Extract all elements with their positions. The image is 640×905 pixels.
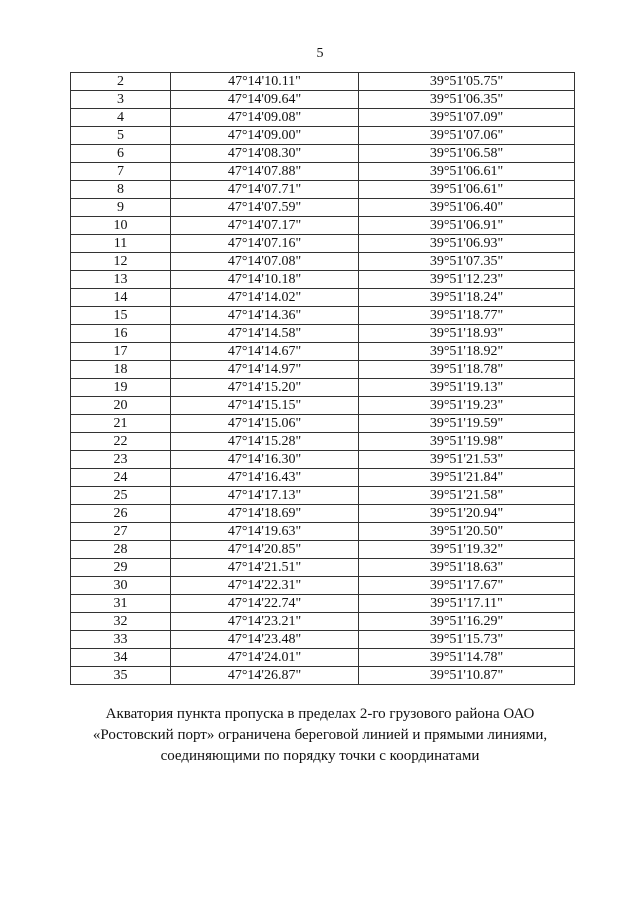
longitude-cell: 39°51'17.67" <box>359 577 575 595</box>
latitude-cell: 47°14'24.01" <box>171 649 359 667</box>
longitude-cell: 39°51'06.61" <box>359 163 575 181</box>
table-row <box>71 235 575 253</box>
latitude-cell: 47°14'20.85" <box>171 541 359 559</box>
longitude-cell: 39°51'05.75" <box>359 73 575 91</box>
longitude-cell: 39°51'21.84" <box>359 469 575 487</box>
point-number-cell: 16 <box>71 325 171 343</box>
latitude-cell: 47°14'18.69" <box>171 505 359 523</box>
point-number-cell: 8 <box>71 181 171 199</box>
point-number-cell: 32 <box>71 613 171 631</box>
table-row <box>71 199 575 217</box>
table-row <box>71 469 575 487</box>
latitude-cell: 47°14'07.71" <box>171 181 359 199</box>
point-number-cell: 13 <box>71 271 171 289</box>
longitude-cell: 39°51'18.24" <box>359 289 575 307</box>
point-number-cell: 12 <box>71 253 171 271</box>
point-number-cell: 20 <box>71 397 171 415</box>
point-number-cell: 3 <box>71 91 171 109</box>
longitude-cell: 39°51'06.91" <box>359 217 575 235</box>
latitude-cell: 47°14'14.67" <box>171 343 359 361</box>
point-number-cell: 15 <box>71 307 171 325</box>
latitude-cell: 47°14'14.02" <box>171 289 359 307</box>
longitude-cell: 39°51'19.59" <box>359 415 575 433</box>
longitude-cell: 39°51'21.58" <box>359 487 575 505</box>
longitude-cell: 39°51'06.93" <box>359 235 575 253</box>
latitude-cell: 47°14'23.48" <box>171 631 359 649</box>
point-number-cell: 7 <box>71 163 171 181</box>
point-number-cell: 2 <box>71 73 171 91</box>
longitude-cell: 39°51'18.77" <box>359 307 575 325</box>
point-number-cell: 29 <box>71 559 171 577</box>
longitude-cell: 39°51'14.78" <box>359 649 575 667</box>
table-row <box>71 289 575 307</box>
coordinates-table <box>70 72 575 685</box>
table-row <box>71 505 575 523</box>
table-row <box>71 523 575 541</box>
table-row <box>71 397 575 415</box>
latitude-cell: 47°14'16.43" <box>171 469 359 487</box>
page-number: 5 <box>316 46 324 61</box>
point-number-cell: 33 <box>71 631 171 649</box>
table-row <box>71 559 575 577</box>
table-row <box>71 253 575 271</box>
table-row <box>71 343 575 361</box>
table-row <box>71 541 575 559</box>
caption-line-2: «Ростовский порт» ограничена береговой линией и прямыми линиями, <box>92 727 548 743</box>
point-number-cell: 21 <box>71 415 171 433</box>
table-row <box>71 667 575 685</box>
point-number-cell: 14 <box>71 289 171 307</box>
table-row <box>71 181 575 199</box>
point-number-cell: 25 <box>71 487 171 505</box>
longitude-cell: 39°51'18.93" <box>359 325 575 343</box>
longitude-cell: 39°51'21.53" <box>359 451 575 469</box>
latitude-cell: 47°14'15.20" <box>171 379 359 397</box>
table-row <box>71 487 575 505</box>
latitude-cell: 47°14'15.28" <box>171 433 359 451</box>
table-row <box>71 649 575 667</box>
latitude-cell: 47°14'15.06" <box>171 415 359 433</box>
table-row <box>71 325 575 343</box>
latitude-cell: 47°14'16.30" <box>171 451 359 469</box>
latitude-cell: 47°14'14.58" <box>171 325 359 343</box>
latitude-cell: 47°14'21.51" <box>171 559 359 577</box>
latitude-cell: 47°14'14.36" <box>171 307 359 325</box>
table-row <box>71 361 575 379</box>
point-number-cell: 10 <box>71 217 171 235</box>
latitude-cell: 47°14'22.74" <box>171 595 359 613</box>
table-row <box>71 91 575 109</box>
point-number-cell: 24 <box>71 469 171 487</box>
point-number-cell: 18 <box>71 361 171 379</box>
longitude-cell: 39°51'19.23" <box>359 397 575 415</box>
longitude-cell: 39°51'06.61" <box>359 181 575 199</box>
table-row <box>71 127 575 145</box>
longitude-cell: 39°51'06.40" <box>359 199 575 217</box>
latitude-cell: 47°14'17.13" <box>171 487 359 505</box>
latitude-cell: 47°14'22.31" <box>171 577 359 595</box>
table-row <box>71 73 575 91</box>
latitude-cell: 47°14'26.87" <box>171 667 359 685</box>
point-number-cell: 26 <box>71 505 171 523</box>
point-number-cell: 22 <box>71 433 171 451</box>
latitude-cell: 47°14'10.11" <box>171 73 359 91</box>
point-number-cell: 27 <box>71 523 171 541</box>
table-row <box>71 217 575 235</box>
latitude-cell: 47°14'07.59" <box>171 199 359 217</box>
latitude-cell: 47°14'07.08" <box>171 253 359 271</box>
caption-line-1: Акватория пункта пропуска в пределах 2-го грузового района ОАО <box>105 706 535 722</box>
latitude-cell: 47°14'08.30" <box>171 145 359 163</box>
table-row <box>71 613 575 631</box>
table-row <box>71 307 575 325</box>
latitude-cell: 47°14'09.00" <box>171 127 359 145</box>
point-number-cell: 34 <box>71 649 171 667</box>
caption <box>80 704 560 767</box>
longitude-cell: 39°51'18.78" <box>359 361 575 379</box>
table-row <box>71 433 575 451</box>
latitude-cell: 47°14'07.88" <box>171 163 359 181</box>
table-row <box>71 163 575 181</box>
longitude-cell: 39°51'07.35" <box>359 253 575 271</box>
point-number-cell: 19 <box>71 379 171 397</box>
longitude-cell: 39°51'15.73" <box>359 631 575 649</box>
point-number-cell: 28 <box>71 541 171 559</box>
latitude-cell: 47°14'15.15" <box>171 397 359 415</box>
point-number-cell: 11 <box>71 235 171 253</box>
longitude-cell: 39°51'12.23" <box>359 271 575 289</box>
point-number-cell: 6 <box>71 145 171 163</box>
longitude-cell: 39°51'06.35" <box>359 91 575 109</box>
point-number-cell: 35 <box>71 667 171 685</box>
latitude-cell: 47°14'23.21" <box>171 613 359 631</box>
table-row <box>71 631 575 649</box>
table-row <box>71 451 575 469</box>
longitude-cell: 39°51'10.87" <box>359 667 575 685</box>
latitude-cell: 47°14'09.08" <box>171 109 359 127</box>
table-row <box>71 379 575 397</box>
table-row <box>71 109 575 127</box>
longitude-cell: 39°51'19.98" <box>359 433 575 451</box>
longitude-cell: 39°51'06.58" <box>359 145 575 163</box>
latitude-cell: 47°14'14.97" <box>171 361 359 379</box>
table-row <box>71 145 575 163</box>
longitude-cell: 39°51'19.13" <box>359 379 575 397</box>
caption-line-3: соединяющими по порядку точки с координатами <box>160 748 480 764</box>
longitude-cell: 39°51'16.29" <box>359 613 575 631</box>
point-number-cell: 31 <box>71 595 171 613</box>
longitude-cell: 39°51'18.92" <box>359 343 575 361</box>
longitude-cell: 39°51'07.06" <box>359 127 575 145</box>
point-number-cell: 17 <box>71 343 171 361</box>
point-number-cell: 9 <box>71 199 171 217</box>
longitude-cell: 39°51'20.50" <box>359 523 575 541</box>
latitude-cell: 47°14'07.16" <box>171 235 359 253</box>
table-row <box>71 577 575 595</box>
table-row <box>71 271 575 289</box>
longitude-cell: 39°51'18.63" <box>359 559 575 577</box>
latitude-cell: 47°14'09.64" <box>171 91 359 109</box>
latitude-cell: 47°14'07.17" <box>171 217 359 235</box>
latitude-cell: 47°14'19.63" <box>171 523 359 541</box>
latitude-cell: 47°14'10.18" <box>171 271 359 289</box>
longitude-cell: 39°51'07.09" <box>359 109 575 127</box>
point-number-cell: 30 <box>71 577 171 595</box>
point-number-cell: 23 <box>71 451 171 469</box>
table-row <box>71 415 575 433</box>
point-number-cell: 4 <box>71 109 171 127</box>
longitude-cell: 39°51'19.32" <box>359 541 575 559</box>
table-row <box>71 595 575 613</box>
longitude-cell: 39°51'17.11" <box>359 595 575 613</box>
point-number-cell: 5 <box>71 127 171 145</box>
longitude-cell: 39°51'20.94" <box>359 505 575 523</box>
